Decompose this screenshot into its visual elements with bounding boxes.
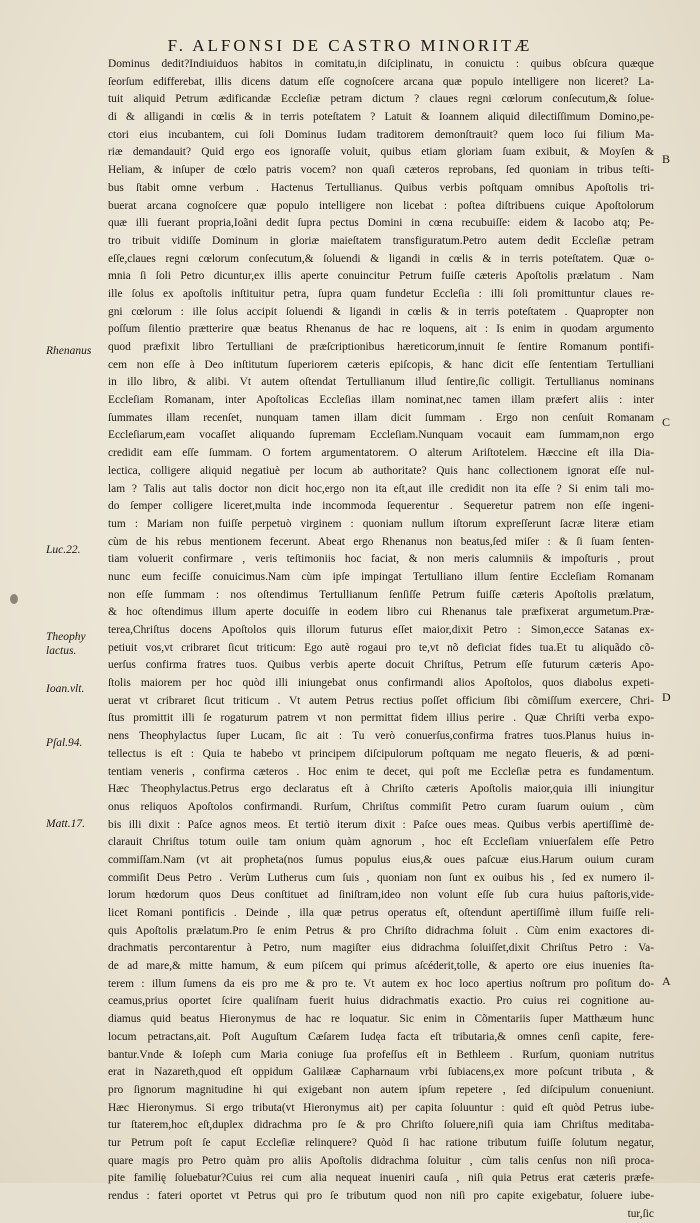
text-line: Eccleſiarum,eam vocaſſet aliquando ſupremam Eccleſiam.Nunquam vocauit eam ſummam,non ergo: [108, 429, 654, 442]
text-line: quare magis pro Petro quàm pro aliis Apoſtolis didrachma ſoluitur , cùm talis cenſus non niſi proca-: [108, 1154, 654, 1167]
text-line: mnia ſi ſoli Petro dicuntur,ex illis aperte conuincitur Petrum fuiſſe cæteris Apoſtolis prælatum . Nam: [108, 270, 654, 283]
text-line: tur,ſic: [627, 1207, 654, 1220]
text-line: pite familię ſoluebatur?Cuius rei cum alia nequeat inueniri cauſa , niſi quia Petrus erat cæteris præfe-: [108, 1172, 654, 1185]
text-line: rendus : fateri oportet vt Petrus qui pro ſe tributum quod non niſi pro capite exigebatur, ſoluere iube-: [108, 1190, 654, 1202]
text-line: tum : Mariam non fuiſſe perpetuò virginem : quoniam nullum iſtorum expreſſerunt ſacræ literæ etiam: [108, 517, 654, 530]
text-line: nunc eum feciſſe conuicimus.Nam cùm ipſe impingat Tertulliano illum ſentire Eccleſiam Romanam: [108, 570, 654, 583]
text-line: riæ demandauit? Quid ergo eos ignoraſſe voluit, quibus etiam gloriam ſuam exibuit, & Moyſen &: [108, 146, 654, 159]
margin-note-john: Ioan.vlt.: [46, 683, 85, 695]
text-line: lorum hœdorum quos Deus conſtituet ad ſiniſtram,ideo non volunt eſſe ſub cura huius paſtoris,vide-: [108, 889, 654, 902]
text-line: cùm de his rebus mentionem fecerunt. Abeat ergo Rhenanus non beatus,ſed miſer : & ſi ſuam ſenten-: [108, 535, 654, 548]
text-line: non eſſe ſummam : nos oſtendimus Tertullianum ſenſiſſe Petrum fuiſſe cæteris Apoſtolis prælatum,: [108, 588, 654, 601]
text-line: Eccleſiam Romanam, inter Apoſtolicas Eccleſias illam nominat,nec tamen illam præfert aliis : inter: [108, 394, 654, 407]
text-line: buerat arcana cognoſcere quæ populo intelligere non licebat : poſtea diſtribuens cuique Apoſtolorum: [108, 199, 654, 212]
margin-note-psalm: Pſal.94.: [46, 737, 83, 749]
text-line: bantur.Vnde & Ioſeph cum Maria coniuge ſua profeſſus eſt in Bethleem . Rurſum, quoniam nutritus: [108, 1048, 654, 1061]
text-line: tur ſtaterem,hoc eſt,duplex didrachma pro ſe & pro Chriſto ſoluere,niſi quia iam Chriſtus meditaba-: [108, 1119, 654, 1132]
text-line: ceamus,prius oportet ſcire qualiſnam fuerit huius didrachmatis exactio. Pro cuius rei cognitione au-: [108, 995, 654, 1008]
text-line: poſſum ſilentio prætterire quæ beatus Rhenanus de hac re loquens, ait : Is enim in quodam argumento: [108, 323, 654, 336]
text-line: ſtolis maiorem per hoc quòd illi iniungebat onus confirmandi alios Apoſtolos, quos diabolus expeti-: [108, 677, 654, 690]
text-line: clarauit Chriſtus totum ouile tam onium quàm agnorum , hoc eſt Eccleſiam vniuerſalem eſſe Petro: [108, 836, 654, 849]
text-line: ille ſolus ex apoſtolis inſtituitur petra, ſupra quam fundetur Eccleſia : illi ſoli promittuntur claues re-: [108, 287, 654, 300]
text-line: licet Romani pontificis . Deinde , illa quæ petrus operatus eſt, oſtendunt apertiſſimè illum fuiſſe reli-: [108, 907, 654, 919]
text-line: diamus quid beatus Hieronymus de hac re loquatur. Sic enim in Cõmentariis ſuper Matthæum hunc: [108, 1013, 654, 1026]
text-line: tuit aliquid Petrum ædificandæ Eccleſiæ petram dictum ? claues regni cœlorum conſecutum,& ſolue-: [108, 93, 654, 106]
text-line: commiſit Deus Petro . Verùm Lutherus cum ſuis , quoniam non ſunt ex ouibus his , ſed ex numero il-: [108, 871, 654, 884]
text-line: ſtus promittit illi ſe rogaturum patrem vt non permittat fidem illius perire . Quæ Chriſti verba expo-: [108, 712, 654, 725]
text-line: pro ſignorum magnitudine hi qui exigebant non autem ipſum repetere , ſed diſcipulum conueniunt.: [108, 1083, 654, 1096]
text-line: do ſemper colligere liceret,multa inde incommoda ſequerentur . Sequeretur patrem non eſſe ingeni-: [108, 500, 654, 513]
text-line: ctori eius incubantem, cui ſoli Dominus Iudam traditorem demonſtrauit? quem loco ſui filium Ma-: [108, 128, 654, 141]
text-line: onus reliquos Apoſtolos confirmandi. Rurſum, Chriſtus commiſit Petro curam ſuarum ouium , cùm: [108, 800, 654, 813]
text-line: terea,Chriſtus docens Apoſtolos quis illorum futurus eſſet maior,dixit Petro : Simon,ecce Satanas ex-: [108, 624, 654, 636]
text-line: tellectus is eſt : Quia te habebo vt principem diſcipulorum poſtquam me negato fleueris, & ad pœni-: [108, 747, 654, 760]
text-line: lam ? Talis aut talis doctor non dicit hoc,ergo non ita eſt,aut ille credidit non ita eſſe ? Si enim tali mo-: [108, 482, 654, 495]
text-line: Heliam, & inſuper de cœlo patris vocem? non quaſi cæteros reprobans, ſed quoniam in tribus teſti-: [108, 164, 654, 177]
margin-note-theophylactus: Theophy lactus.: [46, 631, 86, 657]
text-line: tro tribuit vidiſſe Dominum in gloriæ maieſtatem transfiguratum.Petro autem dedit Eccleſiæ petram: [108, 234, 654, 247]
text-line: nens Theophylactus ſuper Lucam, ſic ait : Tu verò conuerſus,confirma fratres tuos.Planus huius in-: [108, 730, 654, 743]
text-line: credidit eam eſſe ſummam. O fortem argumentatorem. O alterum Ariſtotelem. Hæccine eſt illa Dia-: [108, 447, 654, 460]
text-line: Hæc Hieronymus. Si ergo tributa(vt Hieronymus ait) per capita ſoluuntur : quid eſt quòd Petrus iube-: [108, 1101, 654, 1114]
text-line: quæ illi fuerant propria,Ioãni dedit ſupra pectus Domini in cœna recubuiſſe: eidem & Iacobo atq; Pe-: [108, 217, 654, 230]
text-line: in illo libro, & alibi. Vt autem oſtendat Tertullianum illud ſentire,ſic colligit. Tertullianus nominans: [108, 376, 654, 389]
text-line: lectica, colligere aliquid negatiuè per locum ab authoritate? Quis hanc collectionem ignorat eſſe nul-: [108, 464, 654, 477]
text-line: eſſe,claues regni cœlorum conſecutum,& ſoluendi & ligandi in cœlis & in terris poteſtatem. Quæ o-: [108, 252, 654, 265]
text-line: di & alligandi in cœlis & in terris poteſtatem ? Latuit & Ioannem aliquid dilectiſſimum Domino,pe-: [108, 111, 654, 124]
text-line: erat in Nazareth,quod eſt oppidum Galilææ Capharnaum vrbi ſubiacens,ex more poſcunt tributa , &: [108, 1066, 654, 1079]
text-line: bis illi dixit : Paſce agnos meos. Et tertiò iterum dixit : Paſce oues meas. Quibus verbis apertiſſimè de-: [108, 818, 654, 831]
text-line: tur Petrum poſt ſe caput Eccleſiæ relinquere? Quòd ſi hac ratione tributum fuiſſe ſolutum negatur,: [108, 1136, 654, 1149]
text-line: cem non eſſe à Deo inſtitutum ſuperiorem cæteris epiſcopis, & hanc dicit eſſe ſententiam Tertulliani: [108, 358, 654, 371]
margin-note-luke: Luc.22.: [46, 544, 81, 556]
text-line: & hoc oſtendimus illum aperte docuiſſe in eodem libro cui Rhenanus tale præfixerat argumetum.Præ-: [108, 606, 654, 619]
text-line: de ad mare,& mitte hamum, & eum piſcem qui primus aſcéderit,tolle, & aperto ore eius inuenies ſta-: [108, 960, 654, 973]
text-line: tiam voluerit confirmare , veris teſtimoniis hoc faciat, & non meris calumniis & impoſturis , prout: [108, 553, 654, 566]
text-line: gni cœlorum : ille ſolus accipit ſoluendi & ligandi in cœlis & in terris poteſtatem . Quapropter non: [108, 305, 654, 318]
section-letter-a: A: [662, 974, 671, 988]
section-letter-d: D: [662, 690, 671, 704]
margin-note-rhenanus: Rhenanus: [46, 345, 92, 357]
section-letter-c: C: [662, 415, 671, 429]
running-header: F. ALFONSI DE CASTRO MINORITÆ: [167, 36, 533, 55]
text-line: ſummates illam recenſet, nunquam tamen illam dicit ſummam . Ergo non cenſuit Romanam: [108, 411, 654, 424]
body-text-column: [108, 56, 654, 1223]
text-line: Dominus dedit?Indiuiduos habitos in comitatu,in diſciplinatu, in conuictu : quibus obſcura quæque: [108, 58, 654, 70]
text-line: terem : illum ſumens da eis pro me & pro te. Vt autem ex hoc loco apertius noſtrum pro poſitum do-: [108, 977, 654, 990]
text-line: Hæc Theophylactus.Petrus ergo declaratus eſt à Chriſto cæteris Apoſtolis maior,quia illi iniungitur: [108, 783, 654, 796]
paper-speck: [10, 594, 18, 604]
text-line: uerat vt cribraret ſicut triticum . Vt autem Petrus rectius poſſet officium ſibi cõmiſſum exercere, Chri-: [108, 694, 654, 707]
text-line: petiuit vos,vt cribraret ſicut triticum: Ego autè rogaui pro te,vt nõ deficiat fides tua.Et tu aliquãdo cõ-: [108, 641, 654, 654]
section-letter-b: B: [662, 152, 671, 166]
text-line: commiſſam.Nam (vt ait propheta(nos ſumus populus eius,& oues paſcuæ eius.Harum ouium curam: [108, 853, 654, 866]
text-line: tentiam veneris , confirma cæteros . Hoc enim te decet, qui poſt me Eccleſiæ petra es fundamentum.: [108, 765, 654, 778]
margin-note-matthew: Matt.17.: [46, 818, 85, 830]
text-line: locum petractans,ait. Poſt Auguſtum Cæſarem Iudęa facta eſt tributaria,& omnes cenſi capite, fere-: [108, 1030, 654, 1043]
text-line: ſeorſum edifferebat, illis dicens datum eſſe cognoſcere arcana quæ populo intelligere non liceret? La-: [108, 75, 654, 88]
text-line: drachmatis percontarentur à Petro, num magiſter eius didrachma ſoluiſſet,dixit Chriſtus Petro : Va-: [108, 942, 654, 955]
text-line: bus ſtabit omne verbum . Hactenus Tertullianus. Quibus verbis poſtquam omnibus Apoſtolis tri-: [108, 181, 654, 194]
text-line: quis Apoſtolis prælatum.Pro ſe enim Petrus & pro Chriſto didrachma ſoluit . Cùm enim exactores di-: [108, 924, 654, 937]
text-line: uerſus confirma fratres tuos. Quibus verbis aperte docuit Chriſtus, Petrum eſſe futurum cæteris Apo-: [108, 659, 654, 672]
text-line: quod præfixit libro Tertulliani de præſcriptionibus hæreticorum,innuit ſe ſentire Romanum pontifi-: [108, 341, 654, 353]
